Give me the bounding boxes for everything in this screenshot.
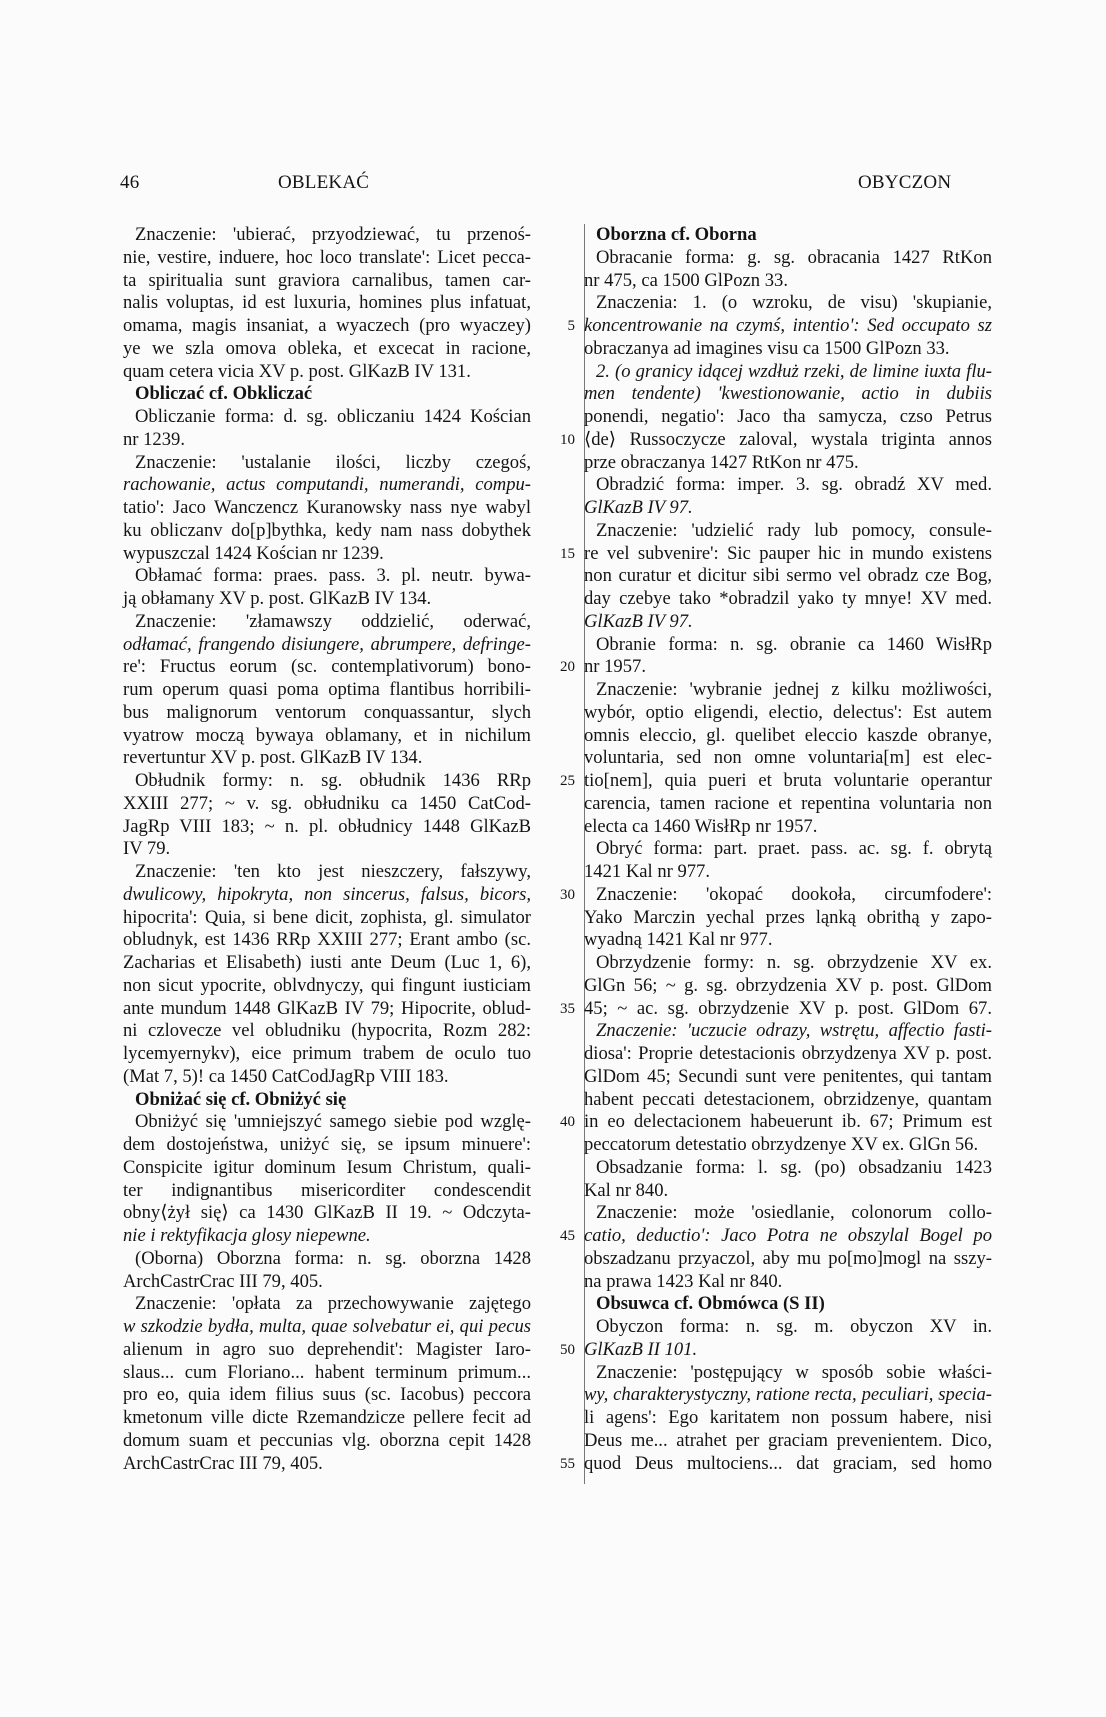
right-line: 1421 Kal nr 977. [584, 861, 711, 882]
right-line: koncentrowanie na czymś, intentio': Sed occupato sz [584, 315, 992, 336]
line-number: 10 [560, 431, 575, 448]
left-line: revertuntur XV p. post. GlKazB IV 134. [123, 747, 423, 769]
right-line: Znaczenie: 'wybranie jednej z kilku możliwości, [596, 679, 992, 700]
left-line: (Oborna) Oborzna forma: n. sg. oborzna 1428 [135, 1247, 531, 1269]
right-line: Znaczenie: 'postępujący w sposób sobie właści- [596, 1361, 992, 1383]
left-line: ta spiritualia sunt graviora carnalibus, tamen car- [123, 269, 531, 291]
line-number: 25 [560, 773, 575, 789]
left-line: rachowanie, actus computandi, numerandi, compu- [123, 474, 531, 496]
right-line: habent peccati detestacionem, obrzidzenye, quantam [584, 1088, 992, 1110]
right-line: ponendi, negatio': Jaco tha samycza, czso Petrus [584, 406, 992, 427]
right-line: catio, deductio': Jaco Potra ne obszylal Bogel po [584, 1225, 992, 1246]
left-line: Obliczać cf. Obkliczać [135, 383, 313, 405]
left-line: alienum in agro suo deprehendit': Magister Iaro- [123, 1338, 531, 1360]
left-line: quam cetera vicia XV p. post. GlKazB IV 131. [123, 360, 471, 382]
left-line: vyatrow moczą bywaya oblamany, et in nichilum [123, 724, 531, 746]
page-number: 46 [120, 172, 140, 193]
left-line: omama, magis insaniat, a wyaczech (pro wyaczey) [123, 315, 531, 336]
right-line: Oborzna cf. Oborna [596, 224, 757, 245]
left-line: Obniżyć się 'umniejszyć samego siebie pod wzglę- [135, 1111, 531, 1133]
left-line: Znaczenie: 'ustalanie ilości, liczby czegoś, [135, 451, 531, 473]
right-line: Obranie forma: n. sg. obranie ca 1460 WisłRp [596, 633, 992, 655]
left-line: ArchCastrCrac III 79, 405. [123, 1452, 323, 1474]
line-number: 35 [560, 1000, 575, 1017]
left-line: Znaczenie: 'złamawszy oddzielić, oderwać, [135, 610, 531, 632]
left-line: IV 79. [123, 838, 171, 860]
right-column [584, 224, 992, 1475]
left-line: obny⟨żył się⟩ ca 1430 GlKazB II 19. ~ Odczyta- [123, 1202, 531, 1224]
left-line: pro eo, quia idem filius suus (sc. Iacobus) peccora [123, 1384, 531, 1406]
right-line: prze obraczanya 1427 RtKon nr 475. [584, 451, 859, 473]
right-line: wyadną 1421 Kal nr 977. [584, 929, 773, 951]
line-number: 50 [560, 1341, 575, 1358]
right-line: voluntaria, sed non omne voluntaria[m] est elec- [584, 747, 992, 769]
right-line: 2. (o granicy idącej wzdłuż rzeki, de limine iuxta flu- [596, 360, 992, 382]
right-line: Kal nr 840. [584, 1179, 669, 1201]
left-line: ni czlovecze vel obludniku (hypocrita, Rozm 282: [123, 1020, 531, 1042]
right-line: wybór, optio eligendi, electio, delectus': Est autem [584, 701, 992, 723]
right-line: Obryć forma: part. praet. pass. ac. sg. f. obrytą [596, 838, 992, 860]
left-line: rum operum quasi poma optima flantibus horribili- [123, 679, 531, 700]
right-line: men tendente) 'kwestionowanie, actio in dubiis [584, 383, 992, 405]
right-line: obszadzanu przyaczol, aby mu po[mo]mogl na sszy- [584, 1247, 992, 1269]
left-line: w szkodzie bydła, multa, quae solvebatur ei, qui pecus [123, 1316, 531, 1337]
left-line: Znaczenie: 'ubierać, przyodziewać, tu przenoś- [135, 224, 531, 245]
left-line: nalis voluptas, id est luxuria, homines plus infatuat, [123, 292, 531, 314]
right-line: Obsuwca cf. Obmówca (S II) [596, 1293, 825, 1315]
right-line: 45; ~ ac. sg. obrzydzenie XV p. post. GlDom 67. [584, 997, 992, 1019]
right-line: non curatur et dicitur sibi sermo vel obradz cze Bog, [584, 565, 992, 587]
right-line: Znaczenia: 1. (o wzroku, de visu) 'skupianie, [596, 292, 992, 314]
left-line: Obłudnik formy: n. sg. obłudnik 1436 RRp [135, 770, 531, 791]
left-line: dem dostojeństwa, uniżyć się, se ipsum minuere': [123, 1134, 531, 1155]
left-line: kmetonum ville dicte Rzemandzicze pellere fecit ad [123, 1407, 531, 1428]
right-line: GlGn 56; ~ g. sg. obrzydzenia XV p. post. GlDom [584, 974, 992, 996]
line-number: 55 [560, 1455, 575, 1472]
left-line: slaus... cum Floriano... habent terminum primum... [123, 1361, 531, 1383]
left-column [123, 224, 531, 1475]
right-line: GlKazB IV 97. [584, 497, 693, 518]
left-line: Znaczenie: 'opłata za przechowywanie zajętego [135, 1293, 531, 1315]
left-line: odłamać, frangendo disiungere, abrumpere, defringe- [123, 633, 531, 655]
right-line: Znaczenie: może 'osiedlanie, colonorum collo- [596, 1202, 992, 1224]
running-head-right: OBYCZON [858, 172, 952, 193]
right-line: ⟨de⟩ Russoczycze zaloval, wystala triginta annos [584, 428, 992, 450]
left-line: obludnyk, est 1436 RRp XXIII 277; Erant ambo (sc. [123, 929, 531, 951]
right-line: nr 475, ca 1500 GlPozn 33. [584, 269, 788, 291]
left-line: nie, vestire, induere, hoc loco translate': Licet pecca- [123, 246, 531, 268]
line-number: 20 [560, 659, 575, 676]
line-number: 45 [560, 1228, 575, 1244]
left-line: nr 1239. [123, 428, 185, 450]
line-number-column [551, 224, 575, 1475]
right-line: GlKazB IV 97. [584, 610, 693, 632]
left-line: ante mundum 1448 GlKazB IV 79; Hipocrite, oblud- [123, 997, 531, 1019]
left-line: JagRp VIII 183; ~ n. pl. obłudnicy 1448 GlKazB [123, 815, 531, 837]
right-line: Obradzić forma: imper. 3. sg. obradź XV med. [596, 474, 992, 496]
right-line: li agens': Ego karitatem non possum habere, nisi [584, 1407, 992, 1428]
right-line: na prawa 1423 Kal nr 840. [584, 1270, 783, 1292]
right-line: day czebye tako *obradzil yako ty mnye! XV med. [584, 588, 992, 609]
left-line: dwulicowy, hipokryta, non sincerus, falsus, bicors, [123, 883, 531, 905]
right-line: nr 1957. [584, 656, 646, 678]
left-line: Znaczenie: 'ten kto jest nieszczery, fałszywy, [135, 861, 531, 882]
left-line: non sicut ypocrite, oblvdnyczy, qui fingunt iusticiam [123, 974, 531, 996]
right-line: GlDom 45; Secundi sunt vere penitentes, qui tantam [584, 1065, 992, 1087]
left-line: ją obłamany XV p. post. GlKazB IV 134. [123, 588, 432, 609]
right-line: peccatorum detestatio obrzydzenye XV ex. GlGn 56. [584, 1134, 979, 1155]
left-line: nie i rektyfikacja glosy niepewne. [123, 1225, 371, 1246]
line-number: 30 [560, 886, 575, 903]
right-line: re vel subvenire': Sic pauper hic in mundo existens [584, 542, 992, 564]
left-line: Obliczanie forma: d. sg. obliczaniu 1424 Kościan [135, 406, 531, 427]
left-line: Zacharias et Elisabeth) iusti ante Deum (Luc 1, 6), [123, 952, 531, 973]
right-line: Znaczenie: 'okopać dookoła, circumfodere': [596, 883, 992, 905]
left-line: Conspicite igitur dominum Iesum Christum, quali- [123, 1156, 531, 1178]
left-line: re': Fructus eorum (sc. contemplativorum) bono- [123, 656, 531, 678]
left-line: (Mat 7, 5)! ca 1450 CatCodJagRp VIII 183. [123, 1065, 449, 1087]
right-line: Znaczenie: 'udzielić rady lub pomocy, consule- [596, 519, 992, 541]
right-line: Znaczenie: 'uczucie odrazy, wstrętu, affectio fasti- [596, 1020, 992, 1042]
left-line: tatio': Jaco Wanczencz Kuranowsky nass nye wabyl [123, 497, 531, 518]
left-line: ye we szla omova obleka, et excecat in racione, [123, 337, 531, 359]
right-line: GlKazB II 101. [584, 1338, 698, 1360]
running-head-left: OBLEKAĆ [278, 172, 370, 193]
left-line: XXIII 277; ~ v. sg. obłudniku ca 1450 CatCod- [123, 792, 531, 814]
right-line: Obrzydzenie formy: n. sg. obrzydzenie XV ex. [596, 952, 992, 973]
left-line: ter indignantibus misericorditer condescendit [123, 1179, 531, 1201]
line-number: 5 [567, 318, 575, 334]
right-line: carencia, tamen racione et repentina voluntaria non [584, 792, 992, 814]
line-number: 40 [560, 1114, 575, 1131]
right-line: Deus me... atrahet per graciam prevenientem. Dico, [584, 1429, 992, 1451]
right-line: electa ca 1460 WisłRp nr 1957. [584, 815, 818, 837]
right-line: Obyczon forma: n. sg. m. obyczon XV in. [596, 1316, 992, 1337]
left-line: bus malignorum ventorum conquassantur, slych [123, 701, 531, 723]
right-line: Yako Marczin yechal przes ląnką obrithą y zapo- [584, 906, 992, 928]
left-line: wypuszczal 1424 Kościan nr 1239. [123, 542, 384, 564]
left-line: Obłamać forma: praes. pass. 3. pl. neutr. bywa- [135, 565, 531, 587]
right-line: obraczanya ad imagines visu ca 1500 GlPozn 33. [584, 337, 950, 359]
left-line: Obniżać się cf. Obniżyć się [135, 1088, 347, 1110]
left-line: ku obliczanv do[p]bythka, kedy nam nass dobythek [123, 519, 531, 541]
right-line: quod Deus multociens... dat graciam, sed homo [584, 1452, 992, 1474]
left-line: domum suam et peccunias vlg. oborzna cepit 1428 [123, 1429, 531, 1451]
right-line: Obsadzanie forma: l. sg. (po) obsadzaniu 1423 [596, 1156, 992, 1178]
right-line: omnis eleccio, gl. quelibet eleccio kaszde obranye, [584, 724, 992, 746]
right-line: in eo delectacionem habeuerunt ib. 67; Primum est [584, 1111, 992, 1133]
right-line: Obracanie forma: g. sg. obracania 1427 RtKon [596, 246, 992, 268]
right-line: tio[nem], quia pueri et bruta voluntarie operantur [584, 770, 992, 791]
right-line: diosa': Proprie detestacionis obrzydzenya XV p. post. [584, 1043, 992, 1064]
left-line: hipocrita': Quia, si bene dicit, zophista, gl. simulator [123, 906, 531, 928]
left-line: ArchCastrCrac III 79, 405. [123, 1270, 323, 1292]
line-number: 15 [560, 545, 575, 562]
left-line: lycemyernykv), eice primum trabem de oculo tuo [123, 1043, 531, 1064]
right-line: wy, charakterystyczny, ratione recta, peculiari, specia- [584, 1384, 992, 1406]
